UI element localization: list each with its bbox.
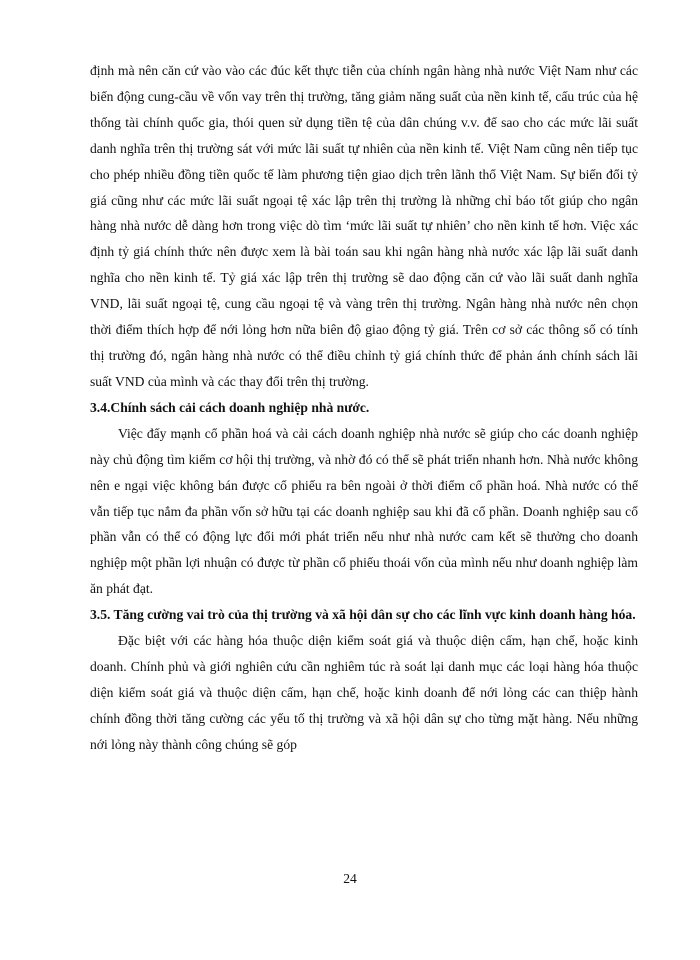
document-page bbox=[90, 58, 638, 758]
section-heading-3-4: 3.4.Chính sách cải cách doanh nghiệp nhà nước. bbox=[90, 399, 370, 415]
page-number: 24 bbox=[343, 871, 357, 886]
section-heading-3-5: 3.5. Tăng cường vai trò của thị trường và xã hội dân sự cho các lĩnh vực kinh doanh hàng hóa. bbox=[90, 607, 636, 623]
body-paragraph: định mà nên căn cứ vào vào các đúc kết thực tiễn của chính ngân hàng nhà nước Việt Nam như các biến động cung-cầu về vốn vay trên thị trường, tăng giảm năng suất của nền kinh tế, cấu trúc của hệ thống tài chính quốc gia, thói quen sử dụng tiền tệ của dân chúng v.v. để sao cho các mức lãi suất danh nghĩa trên thị trường sát với mức lãi suất tự nhiên của nền kinh tế. Việt Nam cũng nên tiếp tục cho phép nhiều đồng tiền quốc tế làm phương tiện giao dịch trên lãnh thổ Việt Nam. Sự biến đổi tỷ giá cũng như các mức lãi suất ngoại tệ xác lập trên thị trường là những chỉ báo tốt giúp cho ngân hàng nhà nước dễ dàng hơn trong việc dò tìm ‘mức lãi suất tự nhiên’ cho nền kinh tế hơn. Việc xác định tỷ giá chính thức nên được xem là bài toán sau khi ngân hàng nhà nước xác lập lãi suất danh nghĩa cho nền kinh tế. Tỷ giá xác lập trên thị trường sẽ dao động căn cứ vào lãi suất danh nghĩa VND, lãi suất ngoại tệ, cung cầu ngoại tệ và vàng trên thị trường. Ngân hàng nhà nước nên chọn thời điểm thích hợp để nới lỏng hơn nữa biên độ giao động tỷ giá. Trên cơ sở các thông số có tính thị trường đó, ngân hàng nhà nước có thể điều chỉnh tỷ giá chính thức để phản ánh chính sách lãi suất VND của mình và các thay đổi trên thị trường. bbox=[90, 63, 638, 389]
body-paragraph: Việc đẩy mạnh cổ phần hoá và cải cách doanh nghiệp nhà nước sẽ giúp cho các doanh nghiệp này chủ động tìm kiếm cơ hội thị trường, và nhờ đó có thể sẽ phát triển nhanh hơn. Nhà nước không nên e ngại việc không bán được cổ phiếu ra bên ngoài ở thời điểm cổ phần hoá. Nhà nước có thể vẫn tiếp tục nắm đa phần vốn sở hữu tại các doanh nghiệp sau khi đã cổ phần. Doanh nghiệp sau cổ phần vẫn có thể có động lực đổi mới phát triển nếu như nhà nước cam kết sẽ thưởng cho doanh nghiệp một phần lợi nhuận có được từ phần cổ phiếu thoái vốn của mình nếu như doanh nghiệp làm ăn phát đạt. bbox=[90, 425, 638, 597]
body-paragraph: Đặc biệt với các hàng hóa thuộc diện kiểm soát giá và thuộc diện cấm, hạn chế, hoặc kinh doanh. Chính phủ và giới nghiên cứu cần nghiêm túc rà soát lại danh mục các loại hàng hóa thuộc diện kiểm soát giá và thuộc diện cấm, hạn chế, hoặc kinh doanh để nới lỏng các can thiệp hành chính đồng thời tăng cường các yếu tố thị trường và xã hội dân sự cho từng mặt hàng. Nếu những nới lỏng này thành công chúng sẽ góp bbox=[90, 633, 638, 752]
